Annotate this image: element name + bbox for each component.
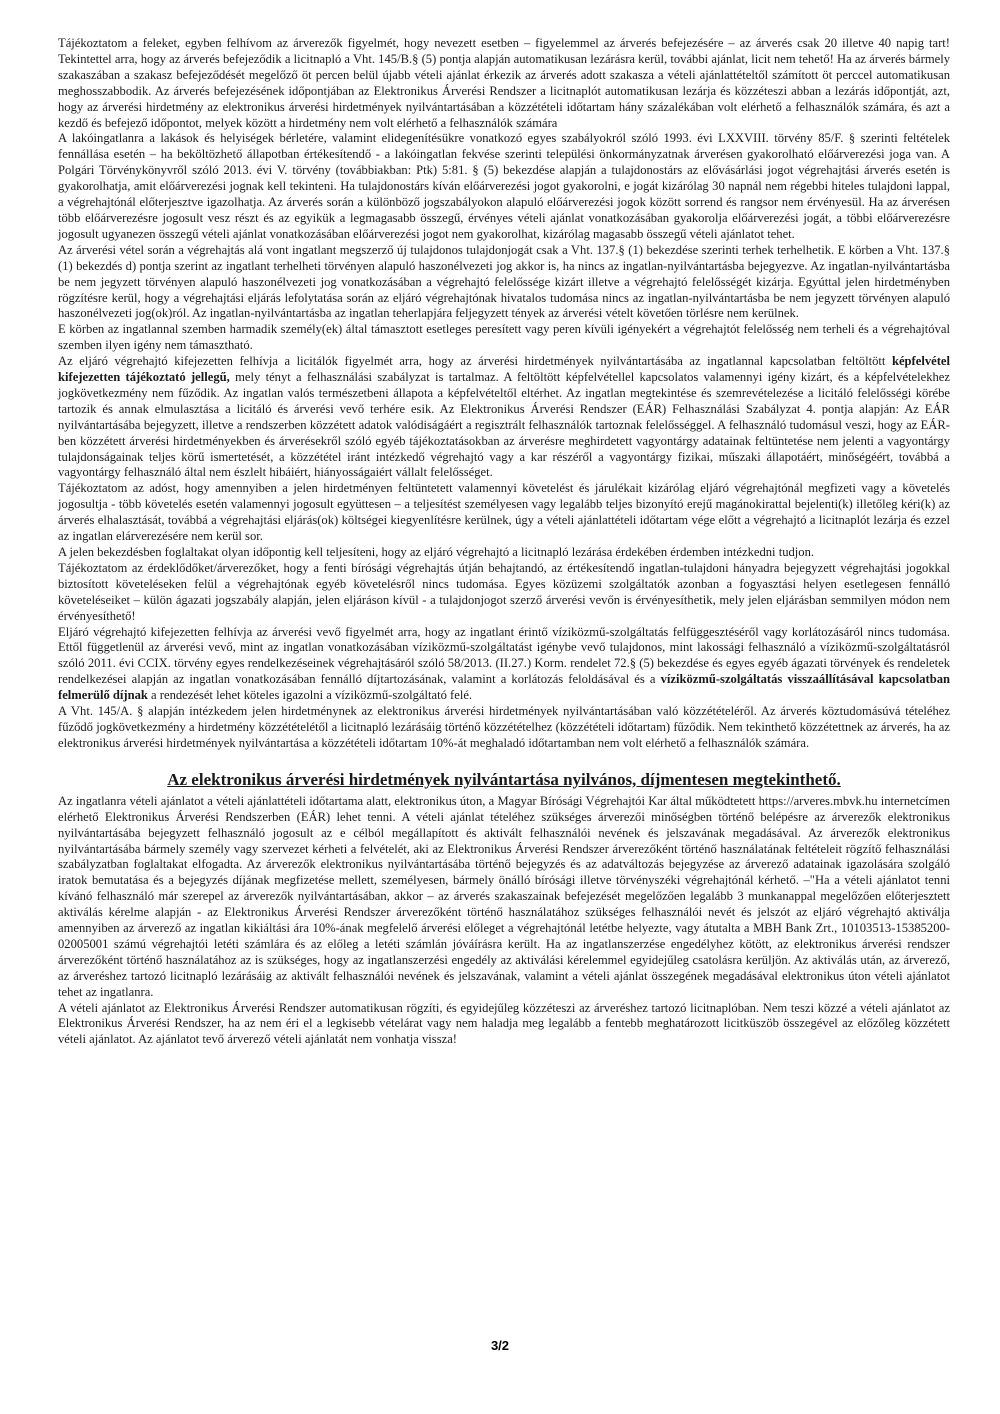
section-heading (58, 770, 950, 790)
paragraph (58, 243, 950, 323)
paragraph (58, 481, 950, 545)
paragraph-text: Eljáró végrehajtó kifejezetten felhívja az árverési vevő figyelmét arra, hogy az ingatlant érintő víziközmű-szolgáltatás felfüggesztéséről vagy korlátozásáról nincs tudomása. Ettől függetlenül az árverési vevő, mint az ingatlan vonatkozásában víziközmű-szolgáltatást igénybe vevő tulajdonos, mint lakossági felhasználó a víziközmű-szolgáltatásról szóló 2011. évi CCIX. törvény egyes rendelkezéseinek végrehajtásáról szóló 58/2013. (II.27.) Korm. rendelet 72.§ (5) bekezdése és egyes egyéb ágazati törvények és rendeletek rendelkezései alapján az ingatlan vonatkozásában fennálló díjtartozásának, valamint a korlátozás feloldásával és a (58, 624, 950, 687)
paragraph-text: Tájékoztatom az érdeklődőket/árverezőket, hogy a fenti bírósági végrehajtás útján behajtandó, az értékesítendő ingatlan-tulajdoni hányadra bejegyzett végrehajtási jogokkal biztosított követeléseken felül a végrehajtónak egyéb követelésről nincs tudomása. Egyes közüzemi szolgáltatók azonban a fogyasztási helyen esetlegesen fennálló követeléseiket – külön ágazati jogszabály alapján, jelen eljáráson kívül - a tulajdonjogot szerző árverési vevőn is érvényesíthetik, mely jelen eljárásban semmilyen módon nem érvényesíthető! (58, 560, 950, 623)
body-text (58, 36, 950, 752)
paragraph-text: Tájékoztatom a feleket, egyben felhívom az árverezők figyelmét, hogy nevezett esetben – figyelemmel az árverés befejezésére – az árverés csak 20 illetve 40 napig tart! Tekintettel arra, hogy az árverés befejeződik a licitnapló a Vht. 145/B.§ (5) pontja alapján automatikusan lezárásra kerül, további ajánlat, licit nem tehető! Ha az árverés bármely szakaszában a szakasz befejeződését megelőző öt percen belül újabb vételi ajánlat érkezik az árverés adott szakasza a vételi ajánlattételtől számított öt perccel automatikusan meghosszabbodik. Az árverés befejezésének időpontjában az Elektronikus Árverési Rendszer a licitnaplót automatikusan lezárja és közzéteszi abban a lezárás időpontját, azt, hogy az árverési hirdetmény az elektronikus árverési hirdetmények nyilvántartásában a közzétételi időtartam hány százalékában volt elérhető a felhasználók számára, és azt a kezdő és befejező időpontot, melyek között a hirdetmény nem volt elérhető a felhasználók számára (58, 36, 950, 130)
paragraph (58, 1001, 950, 1049)
paragraph-text: a rendezését lehet köteles igazolni a víziközmű-szolgáltató felé. (147, 688, 473, 703)
paragraph (58, 354, 950, 481)
paragraph (58, 545, 950, 561)
paragraph-text: A jelen bekezdésben foglaltakat olyan időpontig kell teljesíteni, hogy az eljáró végrehajtó a licitnapló lezárása érdekében érdemben intézkedni tudjon. (58, 545, 815, 559)
paragraph (58, 561, 950, 625)
paragraph-text: E körben az ingatlannal szemben harmadik személy(ek) által támasztott esetleges peresített vagy peren kívüli igényekért a végrehajtót felelősség nem terheli és a végrehajtóval szemben ilyen igény nem támasztható. (58, 322, 950, 353)
paragraph (58, 131, 950, 242)
paragraph (58, 704, 950, 752)
paragraph-text: Tájékoztatom az adóst, hogy amennyiben a jelen hirdetményen feltüntetett valamennyi követelést és járulékait kizárólag eljáró végrehajtónál megfizeti vagy a követelés jogosultja - több követelés esetén valamennyi jogosult együttesen – a teljesítést személyesen vagy legalább teljes bizonyító erejű magánokirattal bejelenti(k) illetőleg kéri(k) az árverés elhalasztását, továbbá a végrehajtási eljárás(ok) költségei kiegyenlítésre kerülnek, úgy a vételi ajánlattételi időtartam vége előtt a végrehajtó a licitnaplót lezárja és ezzel az ingatlan elárverezésére nem kerül sor. (58, 481, 950, 544)
bold-text: víziközmű-szolgáltatás visszaállításával kapcsolatban felmerülő díjnak (58, 672, 951, 703)
paragraph-text: A lakóingatlanra a lakások és helyiségek bérletére, valamint elidegenítésükre vonatkozó egyes szabályokról szóló 1993. évi LXXVIII. törvény 85/F. § szerinti feltételek fennállása esetén – ha beköltözhető állapotban értékesítendő - a lakóingatlan fekvése szerinti települési önkormányzatnak árverésen gyakorolható előárverezési joga van. A Polgári Törvénykönyvről szóló 2013. évi V. törvény (továbbiakban: Ptk) 5:81. § (5) bekezdése alapján a tulajdonostárs az elővásárlási jogot végrehajtási árverés esetén is gyakorolhatja, amit előárverezési jognak kell tekinteni. Ha tulajdonostárs kíván előárverezési jogot gyakorolni, e jogát kizárólag 30 napnál nem régebbi hiteles tulajdoni lappal, a végrehajtónál előterjesztve igazolhatja. Az árverés során a különböző jogszabályokon alapuló előárverezési jogok között sorrend és rangsor nem érvényesül. Ha az árverésen több előárverezésre jogosult vesz részt és az egyikük a legmagasabb összegű, érvényes vételi ajánlat vonatkozásában gyakorolja előárverezési jogát, a többi előárverezésre jogosult ugyanezen összegű vételi ajánlat vonatkozásában előárverezési jogot nem gyakorolhat, kizárólag magasabb összegű vételi ajánlatot tehet. (58, 131, 950, 241)
page-number: 3/2 (490, 1338, 510, 1353)
paragraph-text: Az eljáró végrehajtó kifejezetten felhívja a licitálók figyelmét arra, hogy az árverési hirdetmények nyilvántartásába az ingatlannal kapcsolatban feltöltött (58, 354, 892, 369)
paragraph-text: Az ingatlanra vételi ajánlatot a vételi ajánlattételi időtartama alatt, elektronikus úton, a Magyar Bírósági Végrehajtói Kar által működtetett https://arveres.mbvk.hu internetcímen elérhető Elektronikus Árverési Rendszerben (EÁR) lehet tenni. A vételi ajánlat tételéhez szükséges árverezői minőségben történő belépésre az árverezők elektronikus nyilvántartásába bejegyzett felhasználó jogosult az e célból megállapított és aktivált felhasználói nevének és jelszavának megadásával. Az árverezők elektronikus nyilvántartásába bármely személy vagy szervezet kérheti a felvételét, aki az Elektronikus Árverési Rendszer árverezőként történő használatának feltételeit rögzítő felhasználási szabályzatban foglaltakat elfogadta. Az árverezők elektronikus nyilvántartásába történő bejegyzés és az adatváltozás bejegyzése az árverező adatainak igazolására szolgáló iratok bemutatása és a bejegyzés díjának megfizetése mellett, személyesen, bármely önálló bírósági illetve törvényszéki végrehajtónál kérhető. –"Ha a vételi ajánlatot tenni kívánó felhasználó már szerepel az árverezők nyilvántartásában, akkor – az árverés szakaszainak befejezését megelőzően legalább 3 munkanappal megelőzően előterjesztett aktiválás kérelme alapján - az Elektronikus Árverési Rendszer árverezőként történő használatához szükséges felhasználói nevét és jelszót az eljáró végrehajtó aktiválja amennyiben az árverező az ingatlan kikiáltási ára 10%-ának megfelelő árverési előleget a végrehajtónál letétbe helyezte, vagy átutalta a MBH Bank Zrt., 10103513-15385200-02005001 számú végrehajtói letéti számlára és az előleg a letéti számlán jóváírásra került. Ha az ingatlanszerzése engedélyhez kötött, az elektronikus árverési rendszer árverezőként történő használatához az is szükséges, hogy az ingatlanszerzési engedély az aktiválási kérelemmel egyidejűleg csatolásra kerüljön. Az aktiválás után, az árverező, az árveréshez tartozó licitnapló lezárásáig az aktivált felhasználói nevének és jelszavának, valamint a vételi ajánlat összegének megadásával elektronikus úton vételi ajánlatot tehet az ingatlanra. (58, 793, 950, 999)
document-page (58, 36, 950, 1048)
paragraph-text: A Vht. 145/A. § alapján intézkedem jelen hirdetménynek az elektronikus árverési hirdetmények nyilvántartásában való közzétételéről. Az árverés köztudomásúvá tételéhez fűződő jogkövetkezmény a hirdetmény közzétételétől a licitnapló lezárásáig történő közzétételhez (közzétételi időtartam) fűződik. Nem tekinthető közzétettnek az árverés, ha az elektronikus árverési hirdetmények nyilvántartása a közzétételi időtartam 10%-át meghaladó időtartamban nem volt elérhető a felhasználók számára. (58, 704, 950, 750)
section-heading-text: Az elektronikus árverési hirdetmények nyilvántartása nyilvános, díjmentesen megtekinthető. (167, 769, 841, 789)
paragraph-text: A vételi ajánlatot az Elektronikus Árverési Rendszer automatikusan rögzíti, és egyidejűleg közzéteszi az árveréshez tartozó licitnaplóban. Nem teszi közzé a vételi ajánlatot az Elektronikus Árverési Rendszer, ha az nem éri el a legkisebb vételárat vagy nem haladja meg legalább a fentebb meghatározott licitküszöb összegével az előzőleg közzétett vételi ajánlatot. Az ajánlatot tevő árverező vételi ajánlatát nem vonhatja vissza! (58, 1000, 950, 1047)
paragraph (58, 625, 950, 705)
paragraph (58, 794, 950, 1001)
section-text (58, 794, 950, 1049)
paragraph-text: mely tényt a felhasználási szabályzat is tartalmaz. A feltöltött képfelvétellel kapcsolatos valamennyi igény kizárt, és a képfelvételekhez jogkövetkezmény nem fűződik. Az ingatlan valós természetbeni állapota a képfelvételtől eltérhet. Az ingatlan megtekintése és szemrevételezése a licitáló felelősségi körébe tartozik és annak elmulasztása a licitáló és árverési vevő terhére esik. Az Elektronikus Árverési Rendszer (EÁR) Felhasználási Szabályzat 4. pontja alapján: Az EÁR nyilvántartásába bejegyzett, illetve a rendszerben közzétett adatok valódiságáért a regisztrált felhasználók tartoznak felelősséggel. A felhasználó tudomásul veszi, hogy az EÁR-ben közzétett árverési hirdetményekben és árverésekről szóló egyéb tájékoztatásokban az árverésre meghirdetett vagyontárgy adatainak feltüntetése nem jelenti a vagyontárgy tulajdonságainak teljes körű ismertetését, a közzététel iránt intézkedő végrehajtó vagy a kar részéről a vagyontárgy fizikai, műszaki állapotáért, minőségéért, továbbá a vagyontárgy felhasználó által nem észlelt hibáiért, hiányosságaiért vállalt felelősséget. (58, 370, 950, 480)
paragraph (58, 36, 950, 131)
paragraph (58, 322, 950, 354)
bold-text: képfelvétel kifejezetten tájékoztató jellegű, (58, 354, 950, 385)
paragraph-text: Az árverési vétel során a végrehajtás alá vont ingatlant megszerző új tulajdonos tulajdonjogát csak a Vht. 137.§ (1) bekezdése szerinti terhek terhelhetik. E körben a Vht. 137.§ (1) bekezdés d) pontja szerint az ingatlant terhelheti törvényen alapuló haszonélvezeti jog akkor is, ha nincs az ingatlan-nyilvántartásba bejegyezve. Az ingatlan-nyilvántartásba be nem jegyzett törvényen alapuló haszonélvezeti jog vonatkozásában a végrehajtó felelőssége kizárt illetve a végrehajtó felelősségét kizárja. Egyúttal jelen hirdetményben rögzítésre kerül, hogy a végrehajtási eljárás lefolytatása során az eljáró végrehajtónak hivatalos tudomása nincs az ingatlan-nyilvántartásba be nem jegyzett törvényen alapuló haszonélvezeti jog(ok)ról. Az ingatlan-nyilvántartásba az ingatlan teherlapjára feljegyzett tények az árverési vételt követően törlésre nem kerülnek. (58, 242, 950, 321)
